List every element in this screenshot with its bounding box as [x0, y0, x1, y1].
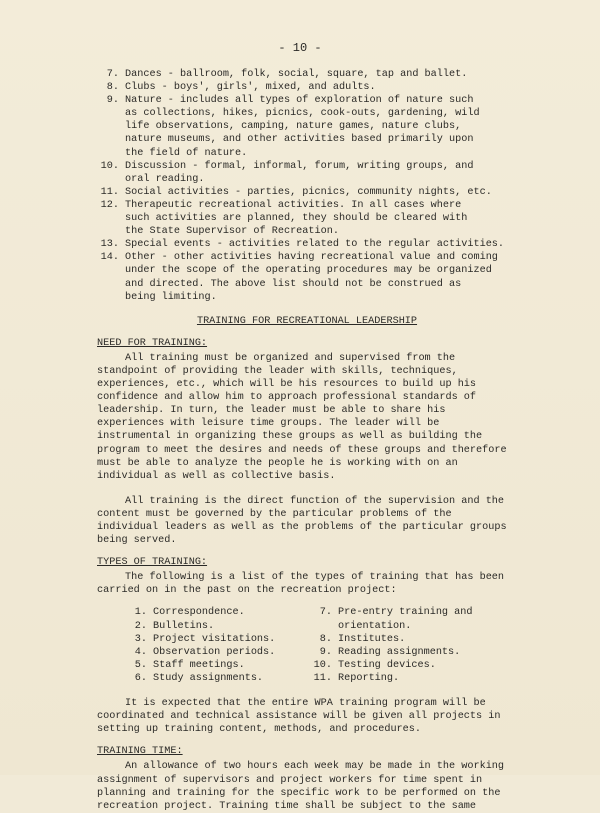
- list-item: 6. Study assignments.: [134, 672, 264, 684]
- training-types-list: [97, 606, 517, 685]
- types-closing: It is expected that the entire WPA training program will be coordinated and technical assistance will be given all projects in setting up training content, methods, and procedures.: [97, 698, 501, 736]
- need-paragraph-1: All training must be organized and supervised from the standpoint of providing the leader with skills, techniques, experiences, etc., which will be his resources to build up his confidence and allow him to approach professional standards of leadership. In turn, the leader must be able to share his experiences with leisure time groups. The leader will be instrumental in organizing these groups as well as building the program to meet the desires and needs of these groups and therefore must be able to analyze the people he is working with on an individual as well as collective basis.: [97, 352, 507, 482]
- list-item: 9. Reading assignments.: [319, 646, 461, 658]
- types-column-left: [125, 606, 310, 685]
- list-item: 5. Staff meetings.: [134, 659, 245, 671]
- list-item: 14. Other - other activities having recreational value and coming under the scope of the operating procedures may be organized and directed. The above list should not be construed as being limiting.: [100, 252, 498, 303]
- list-item: 7. Pre-entry training and orientation.: [319, 607, 473, 632]
- list-item: 4. Observation periods.: [134, 646, 276, 658]
- list-item: 1. Correspondence.: [134, 607, 245, 619]
- list-item: 3. Project visitations.: [134, 633, 276, 645]
- time-paragraph: An allowance of two hours each week may be made in the working assignment of supervisors and project workers for time spent in planning and training for the specific work to be performed on the recreation project. Training time shall be subject to the same: [97, 761, 505, 812]
- list-item: 9. Nature - includes all types of exploration of nature such as collections, hikes, picnics, cook-outs, gardening, wild life observations, camping, nature games, nature clubs, nature museums, and other activities based primarily upon the field of nature.: [106, 95, 480, 159]
- need-heading: NEED FOR TRAINING:: [97, 337, 208, 349]
- list-item: 11. Reporting.: [313, 672, 400, 684]
- time-heading: TRAINING TIME:: [97, 746, 183, 758]
- section-title: TRAINING FOR RECREATIONAL LEADERSHIP: [196, 315, 418, 327]
- list-item: 8. Clubs - boys', girls', mixed, and adults.: [106, 82, 376, 94]
- list-item: 7. Dances - ballroom, folk, social, square, tap and ballet.: [106, 69, 468, 80]
- activity-list: [97, 68, 517, 304]
- types-heading: TYPES OF TRAINING:: [97, 557, 208, 569]
- need-paragraph-2: All training is the direct function of the supervision and the content must be governed by the particular problems of the individual leaders as well as the problems of the particular groups being served.: [97, 495, 507, 547]
- list-item: 10. Discussion - formal, informal, forum, writing groups, and oral reading.: [100, 160, 474, 185]
- document-body: [97, 68, 517, 813]
- list-item: 12. Therapeutic recreational activities. In all cases where such activities are planned, they should be cleared with the State Supervisor of Recreation.: [100, 199, 468, 238]
- page-number: - 10 -: [278, 41, 322, 55]
- list-item: 13. Special events - activities related to the regular activities.: [100, 239, 505, 251]
- types-intro: The following is a list of the types of training that has been carried on in the past on the recreation project:: [97, 572, 505, 597]
- list-item: 11. Social activities - parties, picnics, community nights, etc.: [100, 186, 492, 198]
- list-item: 8. Institutes.: [319, 633, 406, 645]
- types-column-right: [310, 606, 495, 685]
- list-item: 10. Testing devices.: [313, 659, 436, 671]
- list-item: 2. Bulletins.: [134, 620, 215, 632]
